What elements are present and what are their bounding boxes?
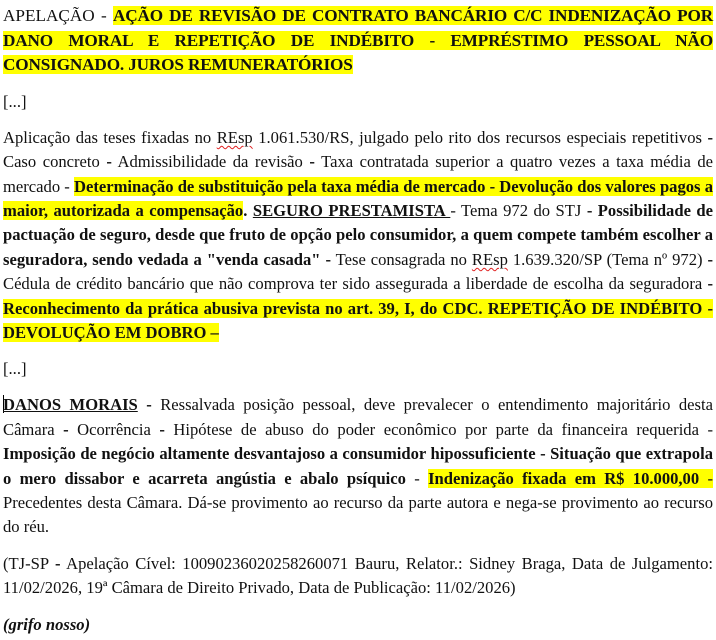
text: Hipótese de abuso do poder econômico por parte da financeira requerida - xyxy=(164,419,714,439)
text: . xyxy=(243,201,253,220)
spellcheck-word-resp[interactable]: REsp xyxy=(216,127,253,147)
text: Caso concreto xyxy=(3,152,107,172)
ellipsis-omission: [...] xyxy=(3,91,27,111)
dash: - xyxy=(707,127,713,147)
text: Ressalvada posição pessoal, deve prevalecer o entendimento majoritário desta Câmara xyxy=(3,395,713,439)
dash: - xyxy=(309,152,315,172)
text: Tese consagrada no xyxy=(330,249,472,269)
dash: - xyxy=(707,249,714,269)
dash: - xyxy=(137,395,152,415)
grifo-note: (grifo nosso) xyxy=(3,614,91,634)
text: (TJ-SP xyxy=(3,553,55,573)
bold-imposicao: Imposição de negócio altamente desvantajoso a consumidor hipossuficiente - Situação que extrapola o mero dissabor e acarreta angústia e abalo psíquico xyxy=(3,444,713,488)
document-body xyxy=(0,4,716,637)
dash: - xyxy=(159,419,165,439)
text: Taxa contratada superior a quatro vezes a taxa média de mercado - xyxy=(3,152,713,196)
bold-pactuacao: - Possibilidade de pactuação de seguro, desde que fruto de opção pelo consumidor, a quem compete também escolher a seguradora, sendo vedada a "venda casada" - xyxy=(3,201,713,269)
highlight-substituicao: Determinação de substituição pela taxa média de mercado - Devolução dos valores pagos a maior, autorizada a compensação xyxy=(3,176,713,220)
highlight-dash: - xyxy=(699,468,713,488)
paragraph-juros-seguro xyxy=(3,126,713,346)
dash: - xyxy=(63,419,69,439)
text: Precedentes desta Câmara. Dá-se provimento ao recurso da parte autora e nega-se provimento ao recurso do réu. xyxy=(3,493,713,537)
title-prefix: APELAÇÃO - xyxy=(3,6,113,25)
spacer xyxy=(3,345,713,357)
dash: - xyxy=(707,274,713,294)
ellipsis-omission: [...] xyxy=(3,359,27,379)
dash: - xyxy=(405,468,429,488)
spacer xyxy=(3,114,713,126)
citation xyxy=(3,552,713,601)
text: Cédula de crédito bancário que não comprova ter sido assegurada a liberdade de escolha da seguradora xyxy=(3,274,708,294)
dash: - xyxy=(450,201,456,220)
spacer xyxy=(3,540,713,552)
text: Aplicação das teses fixadas no xyxy=(3,127,217,147)
highlight-pratica-abusiva: Reconhecimento da prática abusiva prevista no art. 39, I, do CDC. REPETIÇÃO DE INDÉBITO - DEVOLUÇÃO EM DOBRO – xyxy=(3,298,713,343)
ementa-title xyxy=(3,4,713,78)
paragraph-danos-morais xyxy=(3,393,713,539)
title-highlighted: AÇÃO DE REVISÃO DE CONTRATO BANCÁRIO C/C INDENIZAÇÃO POR DANO MORAL E REPETIÇÃO DE INDÉBITO - EMPRÉSTIMO PESSOAL NÃO CONSIGNADO. JUROS REMUNERATÓRIOS xyxy=(3,6,713,75)
heading-danos-morais: DANOS MORAIS xyxy=(3,395,138,415)
dash: - xyxy=(106,152,112,172)
text: Tema 972 do STJ xyxy=(455,201,587,220)
text: Ocorrência xyxy=(68,419,160,439)
heading-seguro-prestamista: SEGURO PRESTAMISTA xyxy=(252,201,451,220)
highlight-indenizacao: Indenização fixada em R$ 10.000,00 xyxy=(428,468,700,488)
spacer xyxy=(3,601,713,613)
spellcheck-word-resp[interactable]: REsp xyxy=(471,249,508,269)
text: 1.061.530/RS, julgado pelo rito dos recursos especiais repetitivos xyxy=(252,127,708,147)
spacer xyxy=(3,78,713,90)
text: Apelação Cível: 10090236020258260071 Bauru, Relator.: Sidney Braga, Data de Julgamento: 11/02/2026, 19ª Câmara de Direito Privado, Data de Publicação: 11/02/2026) xyxy=(3,553,713,598)
dash: - xyxy=(54,553,61,573)
text: 1.639.320/SP (Tema nº 972) xyxy=(507,249,708,269)
spacer xyxy=(3,381,713,393)
text: Admissibilidade da revisão xyxy=(111,152,310,172)
